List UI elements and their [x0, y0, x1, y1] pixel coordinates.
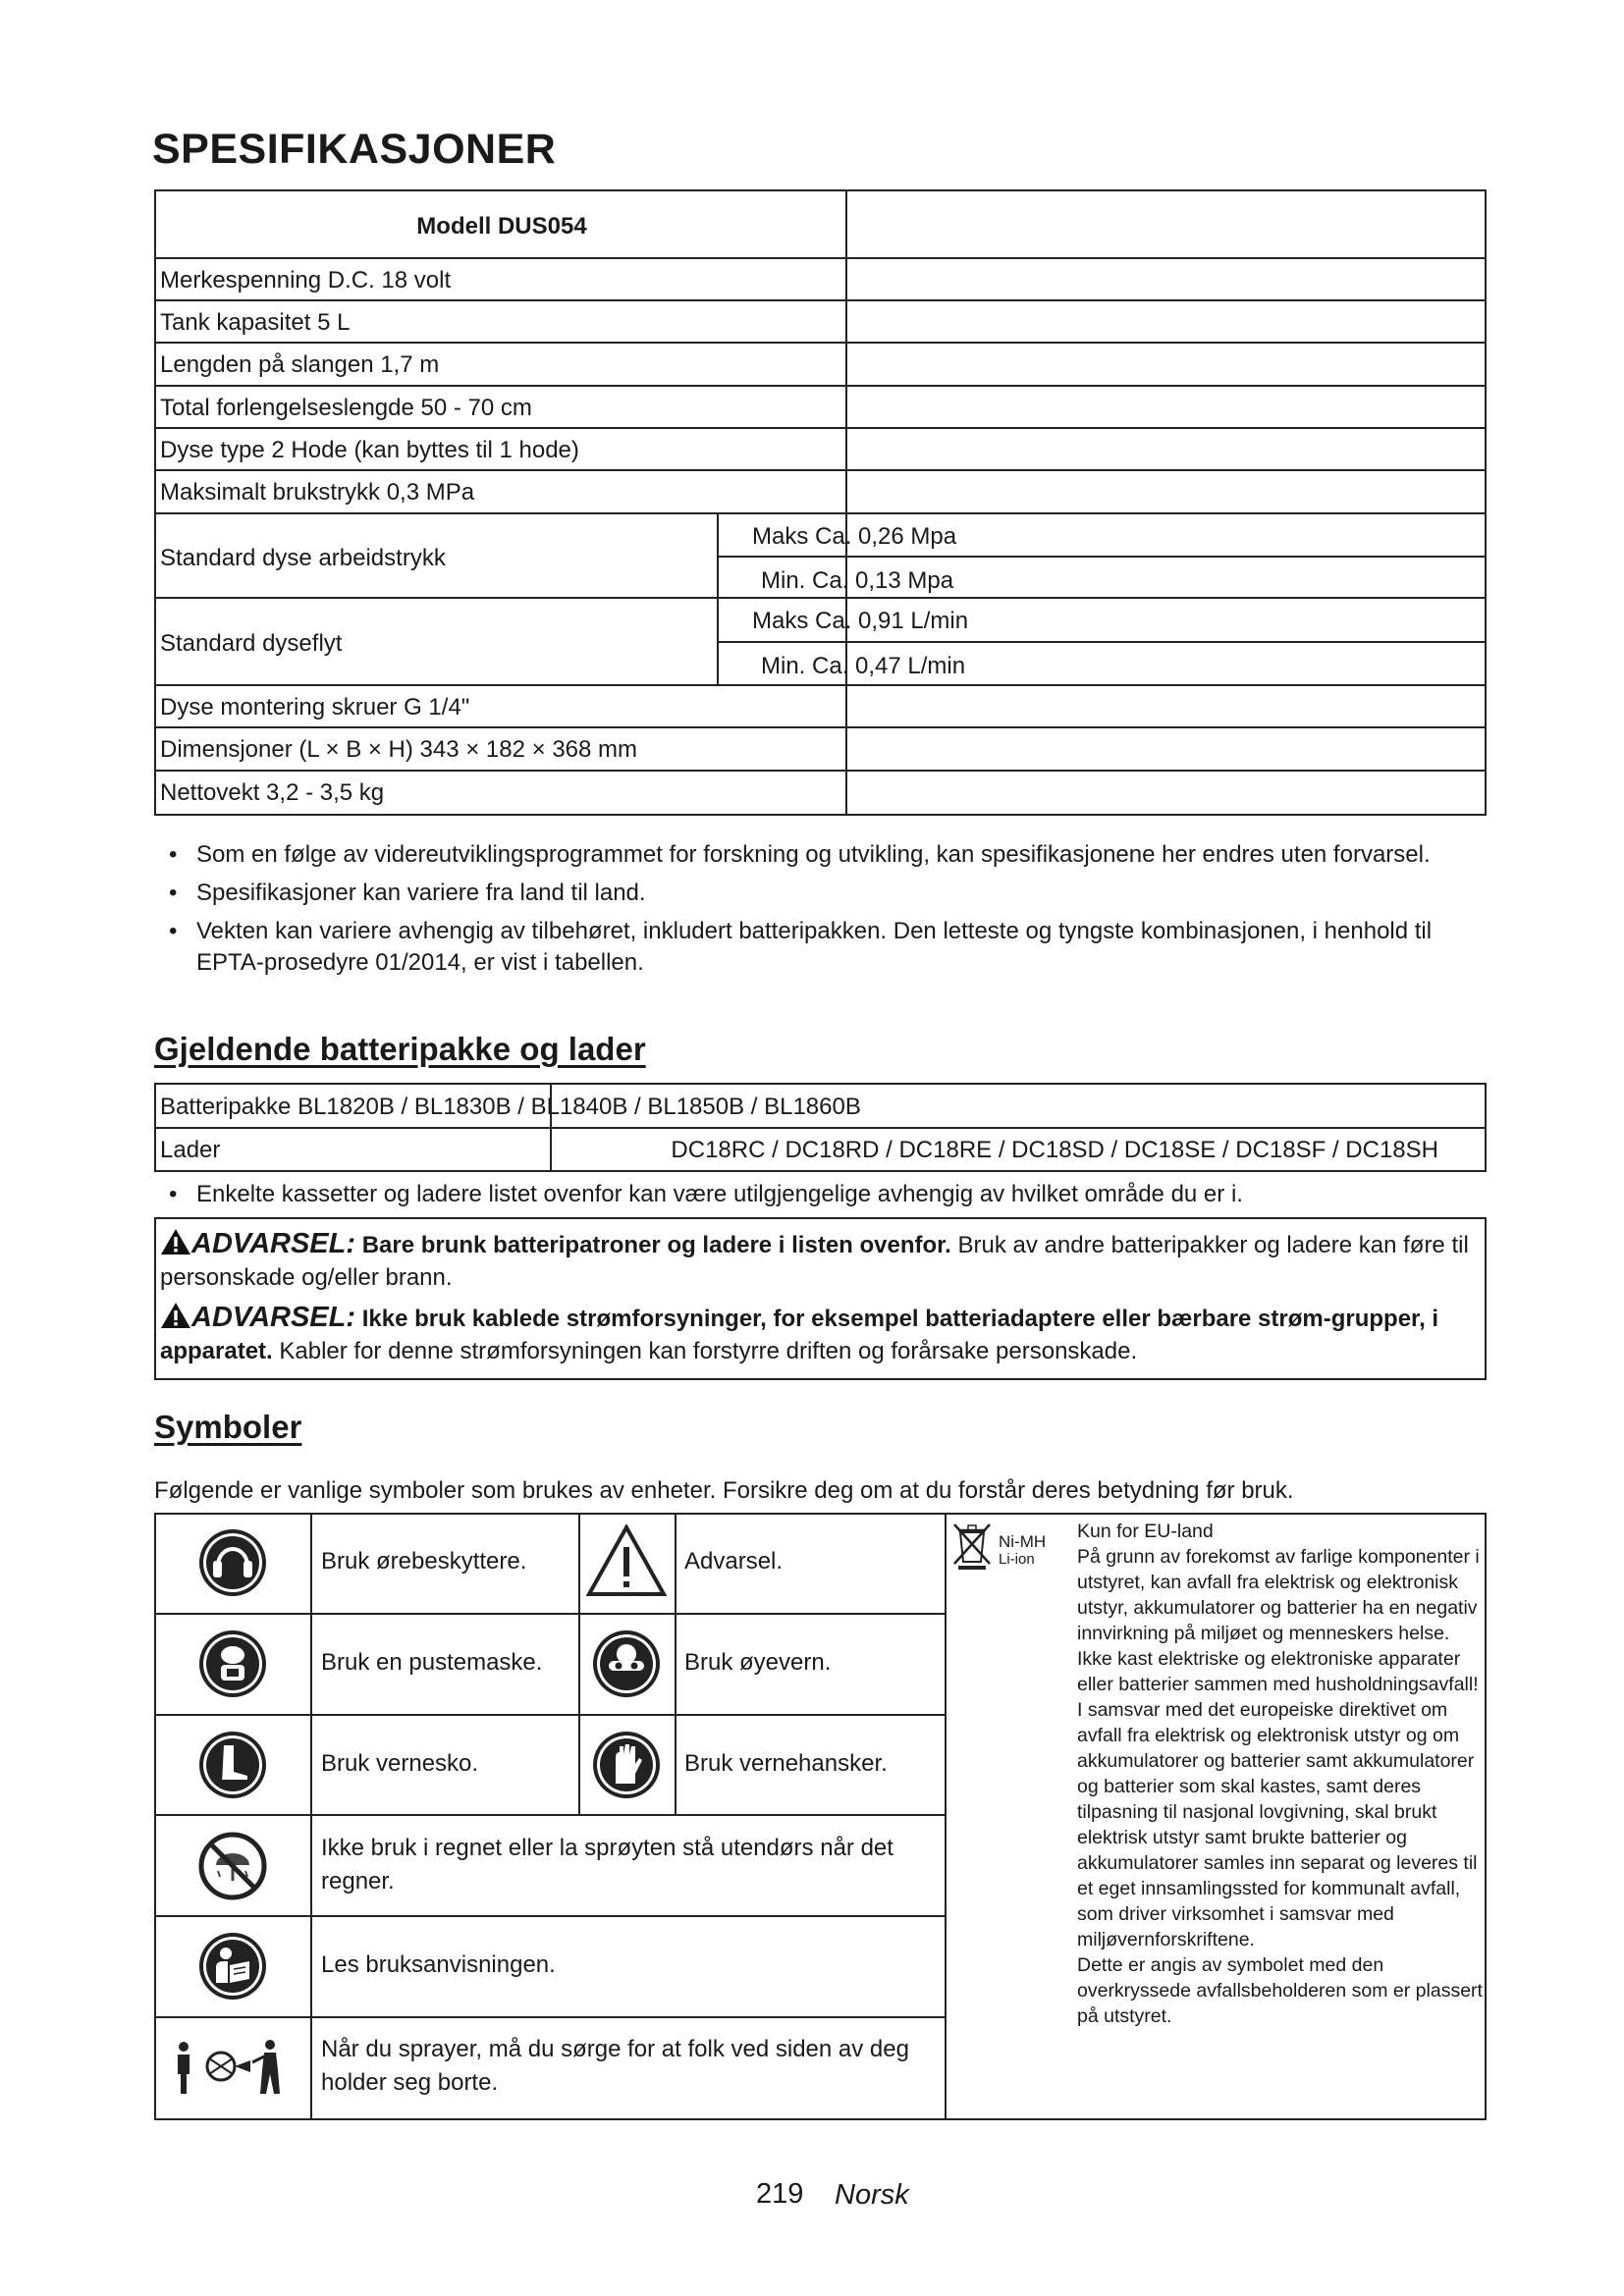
note-item: • Vekten kan variere avhengig av tilbehøret, inkludert batteripakken. Den letteste og tyngste kombinasjonen, i henhold til EPTA-prosedyre 01/2014, er vist i tabellen. — [154, 916, 1470, 979]
warning-label: ADVARSEL: — [191, 1228, 356, 1259]
symbol-text: Bruk en pustemaske. — [321, 1649, 543, 1676]
spec-row: Nettovekt 3,2 - 3,5 kg — [160, 779, 385, 806]
page-language: Norsk — [835, 2179, 909, 2211]
read-manual-icon — [198, 1932, 267, 2001]
page-number: 219 — [756, 2178, 804, 2210]
warning-label: ADVARSEL: — [191, 1302, 356, 1333]
pressure-min: Min. Ca. 0,13 Mpa — [761, 567, 954, 594]
respirator-icon — [198, 1629, 267, 1698]
warning-bold-text: Ikke bruk kablede strømforsyninger, for eksempel batteriadaptere eller bærbare strøm-grupper, i apparatet. — [160, 1306, 1439, 1364]
note-item: • Spesifikasjoner kan variere fra land til land. — [154, 878, 1470, 909]
note-item: • Som en følge av videreutviklingsprogrammet for forskning og utvikling, kan spesifikasjonene her endres uten forvarsel. — [154, 839, 1470, 871]
spec-model-header: Modell DUS054 — [416, 213, 587, 240]
warning-icon — [160, 1302, 191, 1329]
note-item: • Enkelte kassetter og ladere listet ovenfor kan være utilgjengelige avhengig av hvilket område du er i. — [154, 1179, 1470, 1210]
charger-label: Lader — [160, 1137, 221, 1163]
liion-badge: Li-ion — [999, 1551, 1035, 1568]
spec-row: Merkespenning D.C. 18 volt — [160, 267, 452, 294]
warning-2 — [160, 1302, 1481, 1367]
symbol-text: Bruk vernehansker. — [684, 1750, 888, 1777]
symbol-text: Bruk ørebeskyttere. — [321, 1548, 527, 1575]
battery-heading: Gjeldende batteripakke og lader — [154, 1031, 646, 1067]
eu-paragraph: I samsvar med det europeiske direktivet om avfall fra elektrisk og elektronisk utstyr og om akkumulatorer og batterier samt akkumulatorer og batterier som skal kastes, samt deres tilpasning til nasjonal lovgivning, skal brukt elektrisk utstyr samt brukte batterier og akkumulatorer samles inn separat og leveres til et eget innsamlingssted for kommunalt avfall, som driver virksomhet i samsvar med miljøvernforskriftene. — [1077, 1699, 1478, 1950]
crossed-bin-icon — [950, 1521, 994, 1570]
spec-row: Dimensjoner (L × B × H) 343 × 182 × 368 mm — [160, 736, 638, 763]
symbol-text: Bruk øyevern. — [684, 1649, 832, 1676]
spec-row: Tank kapasitet 5 L — [160, 309, 351, 336]
spec-row: Maksimalt brukstrykk 0,3 MPa — [160, 479, 475, 506]
warning-text: Bruk av andre batteripakker og ladere kan føre til personskade og/eller brann. — [160, 1232, 1469, 1291]
gloves-icon — [592, 1731, 661, 1799]
eu-paragraph: På grunn av forekomst av farlige komponenter i utstyret, kan avfall fra elektrisk og elektronisk utstyr, akkumulatorer og batterier ha en negativ innvirkning på miljøet og menneskers helse. — [1077, 1546, 1480, 1644]
spec-notes — [154, 839, 1470, 986]
symbol-text: Bruk vernesko. — [321, 1750, 479, 1777]
warning-text: Kabler for denne strømforsyningen kan forstyrre driften og forårsake personskade. — [279, 1338, 1138, 1364]
battery-row: Batteripakke BL1820B / BL1830B / BL1840B / BL1850B / BL1860B — [160, 1094, 861, 1120]
no-rain-icon — [198, 1832, 267, 1900]
spec-row: Total forlengelseslengde 50 - 70 cm — [160, 395, 532, 421]
pressure-label: Standard dyse arbeidstrykk — [160, 545, 446, 571]
eu-text — [1077, 1519, 1489, 2029]
eu-title: Kun for EU-land — [1077, 1521, 1214, 1542]
safety-boot-icon — [198, 1731, 267, 1799]
charger-value: DC18RC / DC18RD / DC18RE / DC18SD / DC18SE / DC18SF / DC18SH — [671, 1137, 1438, 1163]
symbol-text: Når du sprayer, må du sørge for at folk ved siden av deg holder seg borte. — [321, 2036, 909, 2096]
symbols-heading: Symboler — [154, 1409, 302, 1445]
keep-bystanders-away-icon — [172, 2035, 290, 2098]
pressure-max: Maks Ca. 0,26 Mpa — [752, 523, 957, 550]
page-title: SPESIFIKASJONER — [152, 126, 557, 173]
warning-icon — [160, 1228, 191, 1255]
warning-bold-text: Bare brunk batteripatroner og ladere i listen ovenfor. — [361, 1232, 951, 1258]
spec-row: Dyse type 2 Hode (kan byttes til 1 hode) — [160, 437, 579, 463]
symbol-text: Advarsel. — [684, 1548, 784, 1575]
symbol-text: Ikke bruk i regnet eller la sprøyten stå utendørs når det regner. — [321, 1835, 893, 1895]
nimh-badge: Ni-MH — [999, 1532, 1047, 1551]
warning-triangle-icon — [586, 1524, 667, 1597]
battery-note — [154, 1179, 1470, 1217]
eu-paragraph: Ikke kast elektriske og elektroniske apparater eller batterier sammen med husholdningsavfall! — [1077, 1648, 1479, 1695]
eye-protection-icon — [592, 1629, 661, 1698]
flow-max: Maks Ca. 0,91 L/min — [752, 608, 969, 634]
spec-row: Lengden på slangen 1,7 m — [160, 351, 440, 378]
ear-protection-icon — [198, 1528, 267, 1597]
warning-box — [154, 1217, 1487, 1380]
warning-1 — [160, 1228, 1481, 1294]
symbols-intro: Følgende er vanlige symboler som brukes av enheter. Forsikre deg om at du forstår deres betydning før bruk. — [154, 1477, 1294, 1504]
spec-row: Dyse montering skruer G 1/4" — [160, 694, 470, 721]
eu-paragraph: Dette er angis av symbolet med den overkryssede avfallsbeholderen som er plassert på utstyret. — [1077, 1954, 1483, 2027]
symbol-text: Les bruksanvisningen. — [321, 1951, 556, 1978]
flow-min: Min. Ca. 0,47 L/min — [761, 653, 966, 679]
flow-label: Standard dyseflyt — [160, 630, 343, 657]
